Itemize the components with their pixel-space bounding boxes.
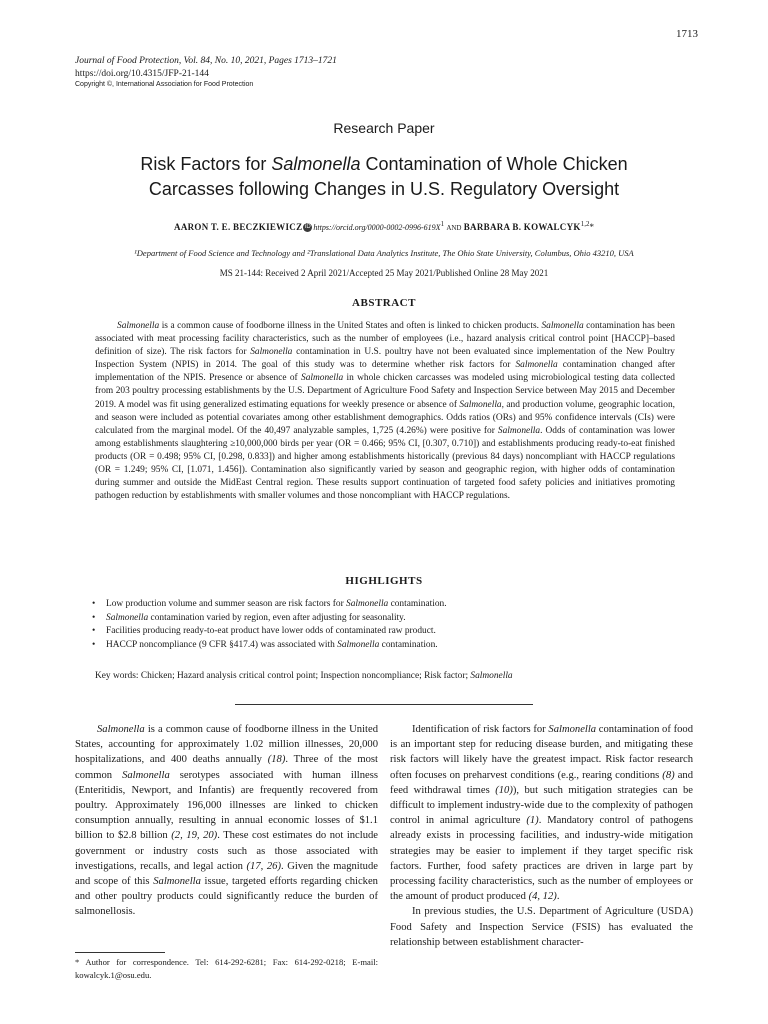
orcid-link[interactable]: https://orcid.org/0000-0002-0996-619X	[313, 223, 441, 232]
abstract-frag: Salmonella	[515, 360, 558, 371]
text-run: In previous studies, the U.S. Department of Agriculture (USDA) Food Safety and Inspection Service (FSIS) has evaluated the relationship between establishment character-	[390, 906, 693, 948]
abstract-frag: and production volume, geographic location, and season were included as potential covariates among other establishment demographics. Odds ratios (ORs) and 95% confidence intervals (CIs) were calculated from the marginal model. Of the 40,497 analyzable samples, 1,725 (4.26%) were positive for	[95, 399, 675, 436]
abstract-body	[95, 320, 675, 503]
text-run: . Three of the most common	[75, 754, 378, 781]
text-italic: (1)	[526, 815, 539, 827]
manuscript-info: MS 21-144: Received 2 April 2021/Accepted 25 May 2021/Published Online 28 May 2021	[219, 268, 549, 278]
abstract-frag: Salmonella	[301, 373, 344, 384]
copyright-notice: Copyright ©, International Association for Food Protection	[75, 81, 254, 88]
text-run: . Mandatory control of pathogens already exists in processing facilities, and industry-wide mitigation strategies may be easier to implement if they target specific risk factors. Further, food safety practices are driven in large part by processing facility characteristics, such as the number of employees or the amount of product produced	[390, 815, 693, 903]
body-column-left	[75, 722, 378, 920]
highlight-organism: Salmonella	[346, 599, 389, 609]
abstract-frag: in whole chicken carcasses was modeled using microbiological testing data collected from 203 poultry processing establishments by the U.S. Department of Agriculture Food Safety and Inspection Service between May 2015 and December 2019. A model was fit using generalized estimating equations for weekly presence or absence of	[95, 373, 675, 410]
text-italic: (10)	[495, 784, 513, 796]
affiliations: ¹Department of Food Science and Technology and ²Translational Data Analytics Institute, The Ohio State University, Columbus, Ohio 43210, USA	[134, 248, 634, 258]
highlight-item	[90, 598, 680, 612]
text-italic: (2, 19, 20)	[171, 830, 218, 842]
highlight-text: Low production volume and summer season are risk factors for	[106, 599, 347, 609]
bullet-icon: •	[92, 626, 96, 636]
highlights-heading: HIGHLIGHTS	[345, 575, 423, 587]
keywords-organism: Salmonella	[470, 671, 513, 681]
bullet-icon: •	[92, 639, 96, 650]
text-run: is a common cause of foodborne illness in the United States, accounting for approximately 1.02 million illnesses, 20,000 hospitalizations, and 400 deaths annually	[75, 724, 378, 766]
paragraph	[390, 722, 693, 904]
keywords-text: Chicken; Hazard analysis critical control point; Inspection noncompliance; Risk factor;	[138, 671, 471, 681]
abstract-heading: ABSTRACT	[352, 297, 416, 309]
section-divider	[235, 704, 533, 705]
abstract-frag: . Odds of contamination was lower among establishments slaughtering ≥10,000,000 birds per year (OR = 0.466; 95% CI, [0.307, 0.710]) and establishments producing ready-to-eat finished products (OR = 0.498; 95% CI, [0.298, 0.833]) and higher among establishments historically (previous 84 days) noncompliant with HACCP regulations (OR = 1.249; 95% CI, [1.071, 1.456]). Contamination also significantly varied by season and geographic region, with higher odds of contamination during summer and outside the MidEast Central region. These results support continuation of targeted food safety policies and initiatives promoting pathogen reduction by establishments with smaller volumes and those noncompliant with HACCP regulations.	[95, 425, 675, 502]
text-run: . Given the magnitude and scope of this	[75, 860, 378, 888]
journal-citation: Journal of Food Protection, Vol. 84, No. 10, 2021, Pages 1713–1721	[75, 56, 337, 66]
text-run: ), but such mitigation strategies can be difficult to implement industry-wide due to the complexity of pathogen control in animal agriculture	[390, 784, 693, 827]
highlight-organism: Salmonella	[106, 612, 149, 623]
text-italic: Salmonella	[153, 876, 201, 888]
paragraph	[75, 722, 378, 920]
abstract-frag: contamination in U.S. poultry have not been evaluated since implementation of the New Poultry Inspection System (NPIS) in 2014. The goal of this study was to determine whether risk factors for	[95, 347, 675, 371]
text-run: . These cost estimates do not include government or industry costs such as those associated with investigations, recalls, and legal action	[75, 830, 378, 872]
text-italic: (17, 26)	[246, 860, 281, 872]
affiliation-marker: 1	[440, 220, 445, 228]
text-run: and feed withdrawal times	[390, 769, 693, 796]
abstract-frag: Salmonella,	[459, 399, 504, 410]
highlight-text: HACCP noncompliance (9 CFR §417.4) was associated with	[106, 639, 338, 650]
highlight-item	[90, 639, 680, 653]
text-run: contamination of food is an important step for reducing disease burden, and mitigating these risk factors will likely have the greatest impact. Risk factor research often focuses on preharvest conditions (e.g., rearing conditions	[390, 724, 693, 781]
title-part: Risk Factors for	[140, 154, 272, 174]
footnote: * Author for correspondence. Tel: 614-292-6281; Fax: 614-292-0218; E-mail: kowalcyk.1@osu.edu.	[75, 957, 378, 980]
highlight-text: Facilities producing ready-to-eat product have lower odds of contaminated raw product.	[106, 626, 436, 636]
author-2: BARBARA B. KOWALCYK	[463, 222, 581, 232]
body-column-right	[390, 722, 693, 950]
abstract-frag: Salmonella	[117, 321, 160, 331]
text-italic: Salmonella	[97, 724, 145, 735]
highlight-item	[90, 625, 680, 639]
text-run: issue, targeted efforts regarding chicken and other poultry products could significantly reduce the burden of salmonellosis.	[75, 876, 378, 918]
text-italic: (18)	[267, 754, 286, 766]
paragraph	[390, 904, 693, 950]
keywords-label: Key words:	[95, 671, 139, 681]
page-number: 1713	[676, 28, 698, 40]
text-run: .	[556, 891, 560, 903]
doi-link[interactable]: https://doi.org/10.4315/JFP-21-144	[75, 69, 209, 79]
title-line-2: Carcasses following Changes in U.S. Regulatory Oversight	[148, 179, 620, 199]
corresponding-marker: *	[589, 222, 594, 232]
title-part: Contamination of Whole Chicken	[360, 154, 628, 174]
highlight-text: contamination.	[388, 599, 447, 609]
title-organism: Salmonella	[271, 154, 361, 174]
abstract-frag: contamination has been associated with meat processing facility characteristics, such as the number of employees (i.e., hazard analysis critical control point [HACCP]–based definition of size). The risk factors for	[95, 321, 675, 358]
orcid-icon[interactable]: iD	[305, 224, 311, 231]
bullet-icon: •	[92, 612, 96, 623]
highlight-organism: Salmonella	[337, 639, 380, 650]
text-italic: (4, 12)	[528, 891, 557, 903]
affiliation-marker: 1,2	[580, 220, 590, 228]
text-italic: (8)	[662, 769, 675, 781]
author-separator: AND	[446, 224, 462, 232]
highlight-item	[90, 612, 680, 626]
text-run: Identification of risk factors for	[412, 724, 549, 735]
title-line-1	[40, 152, 728, 177]
highlight-text: contamination varied by region, even after adjusting for seasonality.	[148, 612, 406, 623]
highlights-list	[90, 598, 680, 652]
abstract-frag: Salmonella	[497, 425, 541, 436]
footnote-divider	[75, 952, 165, 953]
text-italic: Salmonella	[548, 724, 597, 735]
bullet-icon: •	[92, 599, 96, 609]
text-italic: Salmonella	[122, 769, 170, 781]
keywords	[95, 671, 675, 681]
author-1: AARON T. E. BECZKIEWICZ	[174, 222, 303, 232]
highlight-text: contamination.	[379, 639, 438, 650]
paper-title	[40, 152, 728, 202]
abstract-frag: is a common cause of foodborne illness in the United States and often is linked to chicken products.	[159, 321, 542, 331]
text-run: serotypes associated with human illness (Enteritidis, Newport, and Infantis) are frequently recovered from poultry. Approximately 196,000 illnesses are linked to chicken consumption annually, resulting in annual economic losses of $1.1 billion to $2.8 billion	[75, 769, 378, 842]
abstract-frag: Salmonella	[541, 321, 584, 331]
abstract-frag: Salmonella	[250, 347, 293, 358]
section-label: Research Paper	[333, 120, 435, 136]
author-line	[0, 220, 768, 232]
abstract-frag: contamination changed after implementation of the NPIS. Presence or absence of	[95, 360, 675, 384]
